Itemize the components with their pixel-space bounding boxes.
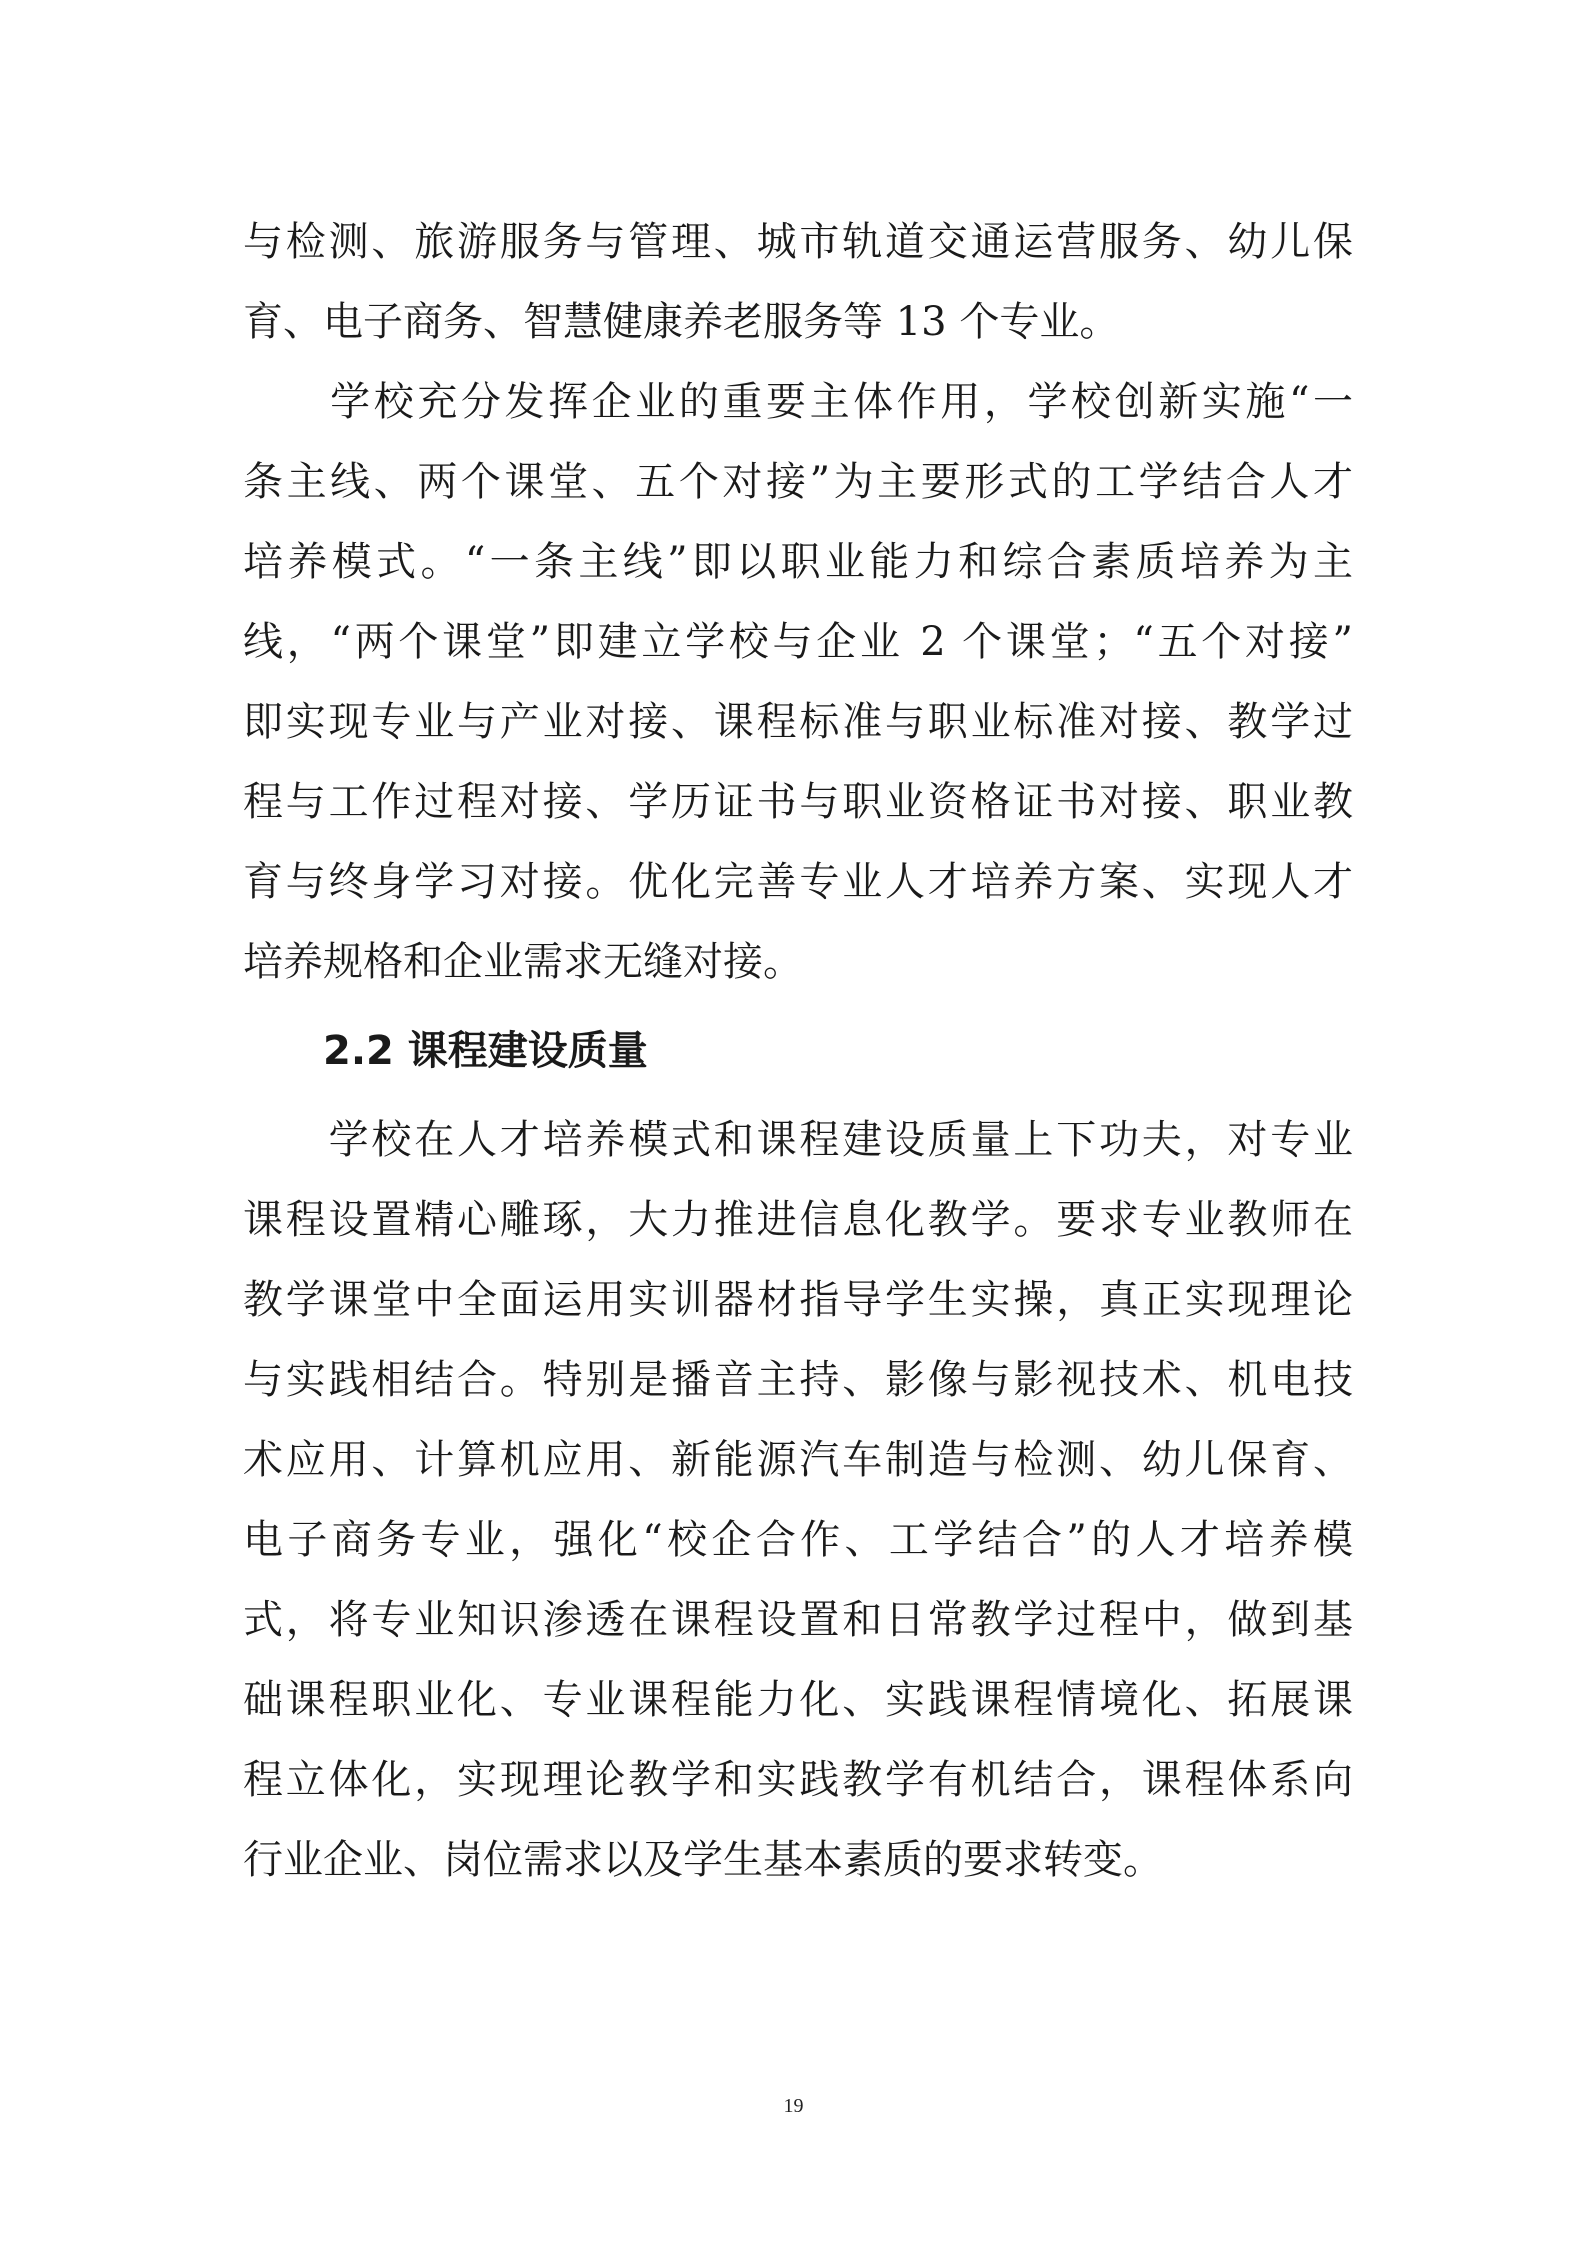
- text-line: 培养模式。“一条主线”即以职业能力和综合素质培养为主: [243, 539, 1353, 585]
- text-line: 与实践相结合。特别是播音主持、影像与影视技术、机电技: [243, 1357, 1353, 1403]
- text-line: 线，“两个课堂”即建立学校与企业 2 个课堂；“五个对接”: [243, 619, 1353, 665]
- text-line: 育、电子商务、智慧健康养老服务等 13 个专业。: [243, 299, 1120, 345]
- text-line: 育与终身学习对接。优化完善专业人才培养方案、实现人才: [243, 859, 1353, 905]
- text-line: 与检测、旅游服务与管理、城市轨道交通运营服务、幼儿保: [243, 219, 1353, 265]
- text-line: 电子商务专业，强化“校企合作、工学结合”的人才培养模: [243, 1517, 1353, 1563]
- text-line: 础课程职业化、专业课程能力化、实践课程情境化、拓展课: [243, 1677, 1353, 1723]
- text-line: 学校在人才培养模式和课程建设质量上下功夫，对专业: [243, 1117, 1353, 1163]
- text-line: 教学课堂中全面运用实训器材指导学生实操，真正实现理论: [243, 1277, 1353, 1323]
- text-line: 行业企业、岗位需求以及学生基本素质的要求转变。: [243, 1837, 1163, 1883]
- text-line: 课程设置精心雕琢，大力推进信息化教学。要求专业教师在: [243, 1197, 1353, 1243]
- text-line: 程与工作过程对接、学历证书与职业资格证书对接、职业教: [243, 779, 1353, 825]
- text-line: 学校充分发挥企业的重要主体作用，学校创新实施“一: [243, 379, 1353, 425]
- text-line: 程立体化，实现理论教学和实践教学有机结合，课程体系向: [243, 1757, 1353, 1803]
- text-line: 即实现专业与产业对接、课程标准与职业标准对接、教学过: [243, 699, 1353, 745]
- section-heading: 2.2 课程建设质量: [323, 1028, 648, 1074]
- text-line: 培养规格和企业需求无缝对接。: [243, 939, 803, 985]
- text-line: 术应用、计算机应用、新能源汽车制造与检测、幼儿保育、: [243, 1437, 1353, 1483]
- page-number: 19: [783, 2095, 804, 2117]
- body-text: [243, 202, 1353, 1900]
- text-line: 条主线、两个课堂、五个对接”为主要形式的工学结合人才: [243, 459, 1353, 505]
- text-line: 式，将专业知识渗透在课程设置和日常教学过程中，做到基: [243, 1597, 1353, 1643]
